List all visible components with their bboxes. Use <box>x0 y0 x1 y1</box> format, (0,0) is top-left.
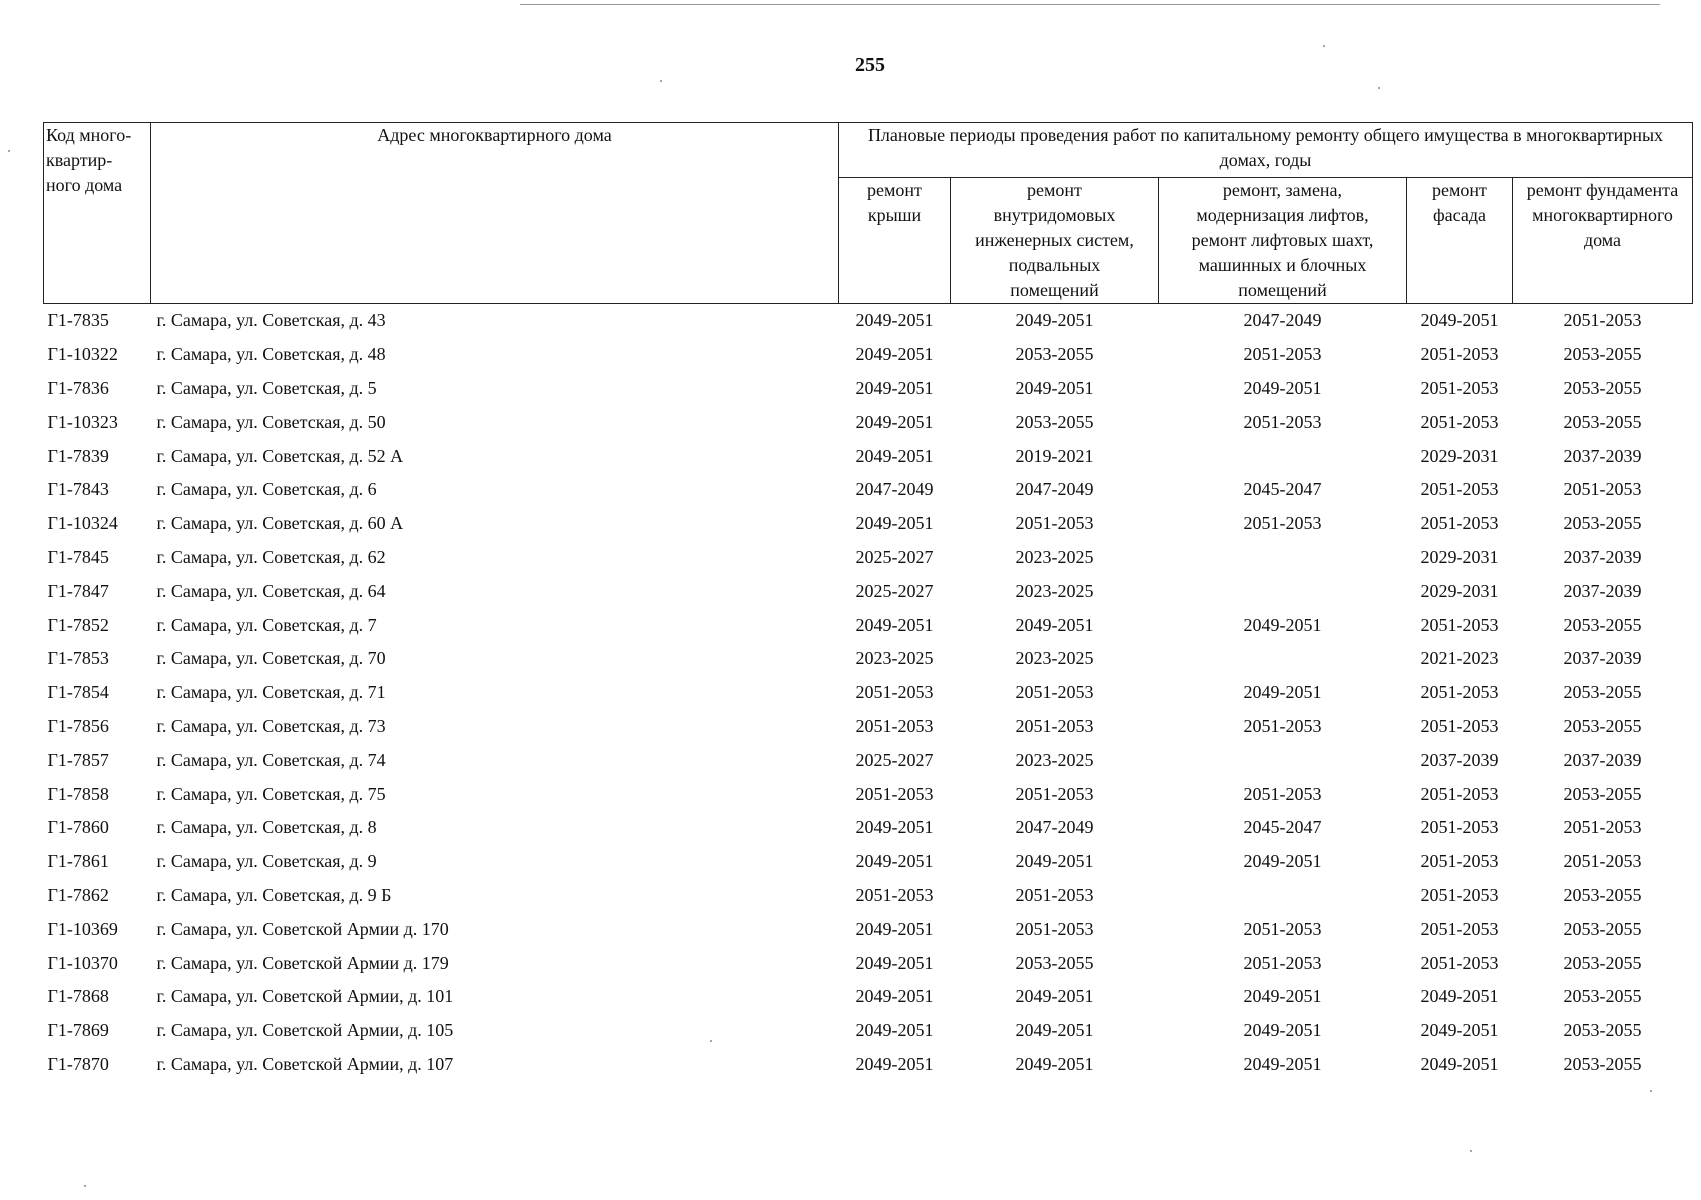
cell-facade: 2051-2053 <box>1420 377 1499 398</box>
table-row <box>44 372 1693 406</box>
table-row <box>44 439 1693 473</box>
cell-address: г. Самара, ул. Советская, д. 73 <box>156 715 386 736</box>
table-row <box>44 777 1693 811</box>
cell-code: Г1-7857 <box>47 749 109 770</box>
table-row <box>44 845 1693 879</box>
cell-facade: 2049-2051 <box>1420 986 1499 1007</box>
cell-address: г. Самара, ул. Советская, д. 50 <box>156 411 386 432</box>
cell-roof: 2049-2051 <box>855 445 934 466</box>
cell-facade: 2051-2053 <box>1420 884 1499 905</box>
table-row <box>44 879 1693 913</box>
cell-address: г. Самара, ул. Советская, д. 64 <box>156 580 386 601</box>
cell-address: г. Самара, ул. Советской Армии, д. 105 <box>156 1020 454 1041</box>
cell-lifts: 2051-2053 <box>1243 918 1322 939</box>
cell-engineering: 2051-2053 <box>1015 918 1094 939</box>
cell-lifts <box>1159 642 1407 676</box>
cell-code: Г1-7843 <box>47 479 109 500</box>
cell-roof: 2049-2051 <box>855 1053 934 1074</box>
cell-roof: 2049-2051 <box>855 1020 934 1041</box>
header-engineering: ремонт внутридомовых инженерных систем, подвальных помещений <box>951 178 1159 304</box>
scan-speck <box>1650 1090 1652 1092</box>
cell-engineering: 2053-2055 <box>1015 344 1094 365</box>
cell-foundation: 2053-2055 <box>1563 682 1642 703</box>
cell-code: Г1-10323 <box>47 411 118 432</box>
cell-roof: 2051-2053 <box>855 715 934 736</box>
table-row <box>44 541 1693 575</box>
cell-address: г. Самара, ул. Советская, д. 5 <box>156 377 377 398</box>
cell-lifts <box>1159 541 1407 575</box>
cell-code: Г1-7860 <box>47 817 109 838</box>
cell-engineering: 2051-2053 <box>1015 783 1094 804</box>
cell-engineering: 2049-2051 <box>1015 1020 1094 1041</box>
header-facade: ремонт фасада <box>1407 178 1513 304</box>
scan-speck <box>1470 1150 1472 1152</box>
table-header <box>44 123 1693 304</box>
cell-code: Г1-7862 <box>47 884 109 905</box>
scan-speck <box>660 80 662 82</box>
cell-engineering: 2047-2049 <box>1015 479 1094 500</box>
cell-foundation: 2037-2039 <box>1563 445 1642 466</box>
header-roof: ремонт крыши <box>839 178 951 304</box>
page-number: 255 <box>855 54 885 76</box>
cell-facade: 2051-2053 <box>1420 817 1499 838</box>
cell-address: г. Самара, ул. Советская, д. 48 <box>156 344 386 365</box>
cell-roof: 2049-2051 <box>855 344 934 365</box>
cell-roof: 2049-2051 <box>855 851 934 872</box>
cell-roof: 2047-2049 <box>855 479 934 500</box>
table-row <box>44 338 1693 372</box>
cell-address: г. Самара, ул. Советской Армии д. 179 <box>156 952 449 973</box>
cell-facade: 2051-2053 <box>1420 715 1499 736</box>
cell-lifts: 2051-2053 <box>1243 513 1322 534</box>
cell-lifts: 2051-2053 <box>1243 715 1322 736</box>
cell-foundation: 2053-2055 <box>1563 614 1642 635</box>
cell-lifts <box>1159 439 1407 473</box>
cell-lifts: 2049-2051 <box>1243 986 1322 1007</box>
cell-address: г. Самара, ул. Советская, д. 6 <box>156 479 377 500</box>
cell-facade: 2029-2031 <box>1420 445 1499 466</box>
cell-lifts: 2049-2051 <box>1243 682 1322 703</box>
cell-facade: 2049-2051 <box>1420 1020 1499 1041</box>
cell-facade: 2029-2031 <box>1420 546 1499 567</box>
table-row <box>44 473 1693 507</box>
cell-facade: 2021-2023 <box>1420 648 1499 669</box>
cell-engineering: 2023-2025 <box>1015 546 1094 567</box>
cell-facade: 2051-2053 <box>1420 682 1499 703</box>
cell-engineering: 2049-2051 <box>1015 1053 1094 1074</box>
cell-code: Г1-10324 <box>47 513 118 534</box>
cell-address: г. Самара, ул. Советская, д. 8 <box>156 817 377 838</box>
cell-foundation: 2037-2039 <box>1563 580 1642 601</box>
cell-engineering: 2023-2025 <box>1015 749 1094 770</box>
cell-roof: 2049-2051 <box>855 918 934 939</box>
cell-lifts: 2049-2051 <box>1243 614 1322 635</box>
cell-foundation: 2053-2055 <box>1563 715 1642 736</box>
cell-foundation: 2053-2055 <box>1563 783 1642 804</box>
cell-code: Г1-7835 <box>47 310 109 331</box>
cell-engineering: 2051-2053 <box>1015 884 1094 905</box>
cell-lifts: 2051-2053 <box>1243 783 1322 804</box>
cell-facade: 2049-2051 <box>1420 1053 1499 1074</box>
cell-address: г. Самара, ул. Советская, д. 75 <box>156 783 386 804</box>
cell-facade: 2049-2051 <box>1420 310 1499 331</box>
cell-lifts: 2047-2049 <box>1243 310 1322 331</box>
table-row <box>44 304 1693 338</box>
cell-roof: 2049-2051 <box>855 817 934 838</box>
cell-code: Г1-7853 <box>47 648 109 669</box>
cell-lifts <box>1159 574 1407 608</box>
cell-address: г. Самара, ул. Советская, д. 62 <box>156 546 386 567</box>
cell-engineering: 2051-2053 <box>1015 513 1094 534</box>
table-row <box>44 811 1693 845</box>
cell-lifts: 2049-2051 <box>1243 851 1322 872</box>
cell-address: г. Самара, ул. Советская, д. 60 А <box>156 513 404 534</box>
cell-roof: 2025-2027 <box>855 749 934 770</box>
cell-facade: 2029-2031 <box>1420 580 1499 601</box>
cell-facade: 2051-2053 <box>1420 479 1499 500</box>
cell-lifts: 2049-2051 <box>1243 1020 1322 1041</box>
header-periods-group: Плановые периоды проведения работ по капитальному ремонту общего имущества в многоквартирных домах, годы <box>839 123 1693 178</box>
cell-address: г. Самара, ул. Советская, д. 9 <box>156 851 377 872</box>
cell-foundation: 2053-2055 <box>1563 377 1642 398</box>
cell-roof: 2049-2051 <box>855 614 934 635</box>
cell-lifts: 2049-2051 <box>1243 1053 1322 1074</box>
cell-code: Г1-7847 <box>47 580 109 601</box>
cell-engineering: 2023-2025 <box>1015 648 1094 669</box>
cell-code: Г1-10322 <box>47 344 118 365</box>
table-row <box>44 405 1693 439</box>
table-body <box>44 304 1693 1082</box>
cell-engineering: 2047-2049 <box>1015 817 1094 838</box>
scan-speck <box>1378 87 1380 89</box>
cell-lifts: 2051-2053 <box>1243 952 1322 973</box>
cell-facade: 2051-2053 <box>1420 614 1499 635</box>
cell-engineering: 2051-2053 <box>1015 682 1094 703</box>
cell-roof: 2025-2027 <box>855 580 934 601</box>
cell-facade: 2051-2053 <box>1420 513 1499 534</box>
cell-foundation: 2053-2055 <box>1563 986 1642 1007</box>
cell-foundation: 2053-2055 <box>1563 952 1642 973</box>
cell-roof: 2051-2053 <box>855 783 934 804</box>
cell-lifts <box>1159 879 1407 913</box>
table-row <box>44 980 1693 1014</box>
table-row <box>44 507 1693 541</box>
cell-code: Г1-7858 <box>47 783 109 804</box>
cell-address: г. Самара, ул. Советская, д. 9 Б <box>156 884 392 905</box>
cell-address: г. Самара, ул. Советская, д. 7 <box>156 614 377 635</box>
table-row <box>44 946 1693 980</box>
cell-roof: 2025-2027 <box>855 546 934 567</box>
cell-address: г. Самара, ул. Советской Армии д. 170 <box>156 918 449 939</box>
cell-address: г. Самара, ул. Советская, д. 43 <box>156 310 386 331</box>
cell-roof: 2049-2051 <box>855 411 934 432</box>
cell-engineering: 2023-2025 <box>1015 580 1094 601</box>
scan-speck <box>8 150 10 152</box>
cell-foundation: 2051-2053 <box>1563 851 1642 872</box>
capital-repair-table <box>43 122 1693 1081</box>
cell-code: Г1-10369 <box>47 918 118 939</box>
cell-code: Г1-7869 <box>47 1020 109 1041</box>
cell-roof: 2049-2051 <box>855 377 934 398</box>
header-foundation: ремонт фундамента многоквартирного дома <box>1513 178 1693 304</box>
cell-facade: 2051-2053 <box>1420 783 1499 804</box>
cell-engineering: 2053-2055 <box>1015 952 1094 973</box>
cell-lifts: 2045-2047 <box>1243 817 1322 838</box>
scan-speck <box>710 1040 712 1042</box>
cell-lifts: 2049-2051 <box>1243 377 1322 398</box>
cell-foundation: 2051-2053 <box>1563 479 1642 500</box>
cell-engineering: 2049-2051 <box>1015 310 1094 331</box>
cell-engineering: 2051-2053 <box>1015 715 1094 736</box>
cell-foundation: 2053-2055 <box>1563 513 1642 534</box>
cell-foundation: 2053-2055 <box>1563 411 1642 432</box>
header-lifts: ремонт, замена, модернизация лифтов, ремонт лифтовых шахт, машинных и блочных помещений <box>1159 178 1407 304</box>
cell-engineering: 2049-2051 <box>1015 377 1094 398</box>
cell-roof: 2049-2051 <box>855 952 934 973</box>
cell-code: Г1-7836 <box>47 377 109 398</box>
cell-roof: 2051-2053 <box>855 884 934 905</box>
cell-roof: 2023-2025 <box>855 648 934 669</box>
table-row <box>44 642 1693 676</box>
table-row <box>44 743 1693 777</box>
cell-roof: 2049-2051 <box>855 310 934 331</box>
cell-code: Г1-7861 <box>47 851 109 872</box>
cell-facade: 2051-2053 <box>1420 952 1499 973</box>
cell-engineering: 2019-2021 <box>1015 445 1094 466</box>
cell-code: Г1-7839 <box>47 445 109 466</box>
cell-lifts: 2045-2047 <box>1243 479 1322 500</box>
cell-code: Г1-7845 <box>47 546 109 567</box>
cell-code: Г1-7856 <box>47 715 109 736</box>
cell-foundation: 2053-2055 <box>1563 918 1642 939</box>
cell-code: Г1-7854 <box>47 682 109 703</box>
header-address: Адрес многоквартирного дома <box>151 123 839 304</box>
table-row <box>44 710 1693 744</box>
cell-address: г. Самара, ул. Советская, д. 71 <box>156 682 386 703</box>
cell-foundation: 2053-2055 <box>1563 344 1642 365</box>
cell-foundation: 2053-2055 <box>1563 884 1642 905</box>
table-row <box>44 1014 1693 1048</box>
cell-code: Г1-7870 <box>47 1053 109 1074</box>
cell-code: Г1-10370 <box>47 952 118 973</box>
cell-facade: 2051-2053 <box>1420 411 1499 432</box>
scan-edge-line <box>520 4 1660 5</box>
cell-code: Г1-7852 <box>47 614 109 635</box>
cell-foundation: 2037-2039 <box>1563 648 1642 669</box>
cell-roof: 2049-2051 <box>855 513 934 534</box>
cell-roof: 2051-2053 <box>855 682 934 703</box>
table-row <box>44 1048 1693 1082</box>
cell-address: г. Самара, ул. Советская, д. 74 <box>156 749 386 770</box>
cell-foundation: 2037-2039 <box>1563 546 1642 567</box>
scan-speck <box>84 1185 86 1187</box>
cell-facade: 2051-2053 <box>1420 918 1499 939</box>
table-row <box>44 574 1693 608</box>
cell-lifts: 2051-2053 <box>1243 411 1322 432</box>
table-row <box>44 912 1693 946</box>
cell-engineering: 2049-2051 <box>1015 986 1094 1007</box>
cell-lifts: 2051-2053 <box>1243 344 1322 365</box>
cell-foundation: 2051-2053 <box>1563 310 1642 331</box>
table-row <box>44 608 1693 642</box>
cell-address: г. Самара, ул. Советской Армии, д. 101 <box>156 986 454 1007</box>
cell-address: г. Самара, ул. Советская, д. 70 <box>156 648 386 669</box>
cell-engineering: 2049-2051 <box>1015 614 1094 635</box>
cell-facade: 2037-2039 <box>1420 749 1499 770</box>
cell-foundation: 2053-2055 <box>1563 1020 1642 1041</box>
cell-engineering: 2049-2051 <box>1015 851 1094 872</box>
header-code: Код много- квартир- ного дома <box>44 123 151 304</box>
cell-address: г. Самара, ул. Советская, д. 52 А <box>156 445 404 466</box>
cell-lifts <box>1159 743 1407 777</box>
scan-speck <box>1323 45 1325 47</box>
cell-engineering: 2053-2055 <box>1015 411 1094 432</box>
cell-foundation: 2051-2053 <box>1563 817 1642 838</box>
cell-facade: 2051-2053 <box>1420 344 1499 365</box>
cell-roof: 2049-2051 <box>855 986 934 1007</box>
table-row <box>44 676 1693 710</box>
cell-foundation: 2037-2039 <box>1563 749 1642 770</box>
cell-code: Г1-7868 <box>47 986 109 1007</box>
cell-address: г. Самара, ул. Советской Армии, д. 107 <box>156 1053 454 1074</box>
cell-foundation: 2053-2055 <box>1563 1053 1642 1074</box>
cell-facade: 2051-2053 <box>1420 851 1499 872</box>
